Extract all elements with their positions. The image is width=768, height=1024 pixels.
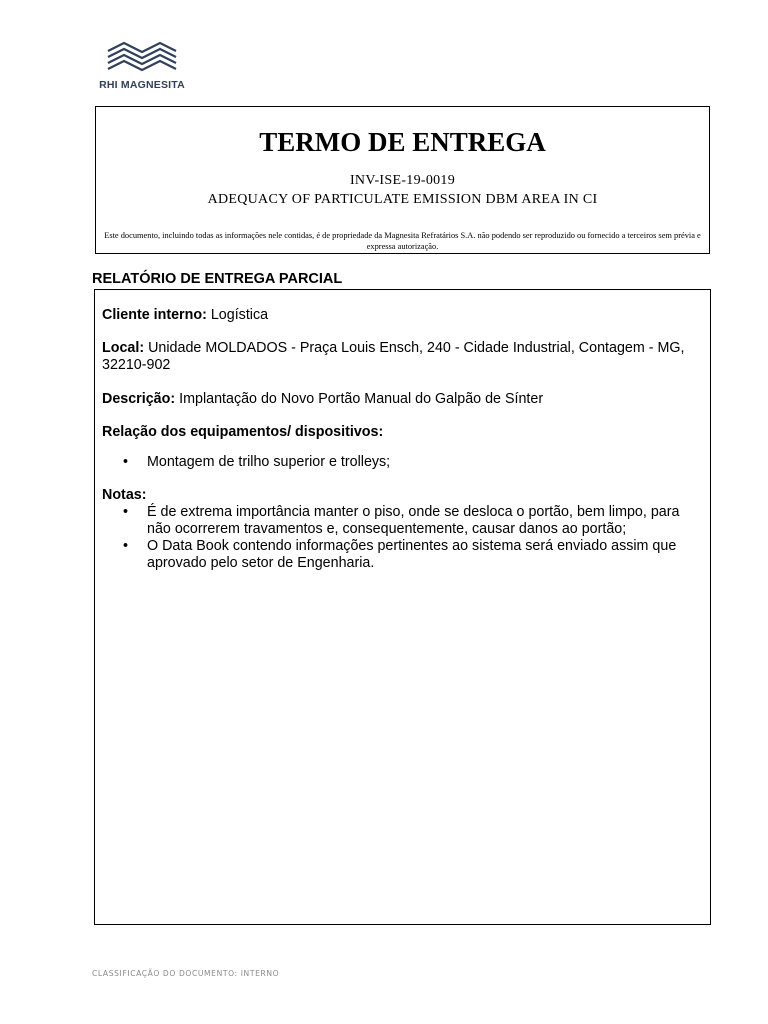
description-label: Descrição: (102, 391, 176, 407)
document-title: TERMO DE ENTREGA (259, 127, 546, 157)
client-label: Cliente interno: (102, 307, 207, 323)
notes-label: Notas: (102, 487, 147, 503)
confidentiality-notice: Este documento, incluindo todas as informações nele contidas, é de propriedade da Magnesita Refratários S.A. não podendo ser reproduzido ou fornecido a terceiros sem prévia e expressa autorização. (104, 231, 701, 251)
client-field (102, 307, 700, 324)
notes-list (123, 504, 700, 572)
list-item (123, 454, 700, 471)
note-text: É de extrema importância manter o piso, onde se desloca o portão, bem limpo, para não ocorrerem travamentos e, consequentemente, causar danos ao portão; (147, 504, 680, 537)
report-box (94, 289, 711, 925)
description-field (102, 391, 700, 408)
bullet-icon: • (123, 538, 129, 554)
note-text: O Data Book contendo informações pertinentes ao sistema será enviado assim que aprovado pelo setor de Engenharia. (147, 538, 677, 571)
company-logo (90, 40, 194, 92)
bullet-icon: • (123, 454, 129, 470)
section-title: RELATÓRIO DE ENTREGA PARCIAL (92, 271, 343, 287)
equipment-label: Relação dos equipamentos/ dispositivos: (102, 424, 384, 440)
list-item (123, 504, 700, 538)
logo-text: RHI MAGNESITA (99, 79, 185, 91)
bullet-icon: • (123, 504, 129, 520)
equipment-item-text: Montagem de trilho superior e trolleys; (147, 454, 391, 470)
document-code: INV-ISE-19-0019 (349, 173, 456, 188)
client-value: Logística (210, 307, 269, 323)
equipment-list (123, 454, 700, 471)
document-classification: CLASSIFICAÇÃO DO DOCUMENTO: INTERNO (92, 969, 280, 978)
local-field (102, 340, 700, 374)
description-value: Implantação do Novo Portão Manual do Galpão de Sínter (179, 391, 544, 407)
rhi-magnesita-logo-icon (104, 40, 180, 74)
local-value: Unidade MOLDADOS - Praça Louis Ensch, 240 - Cidade Industrial, Contagem - MG, 32210-902 (102, 340, 685, 373)
document-subject: ADEQUACY OF PARTICULATE EMISSION DBM AREA IN CI (207, 192, 598, 207)
list-item (123, 538, 700, 572)
document-header (95, 106, 710, 254)
local-label: Local: (102, 340, 145, 356)
